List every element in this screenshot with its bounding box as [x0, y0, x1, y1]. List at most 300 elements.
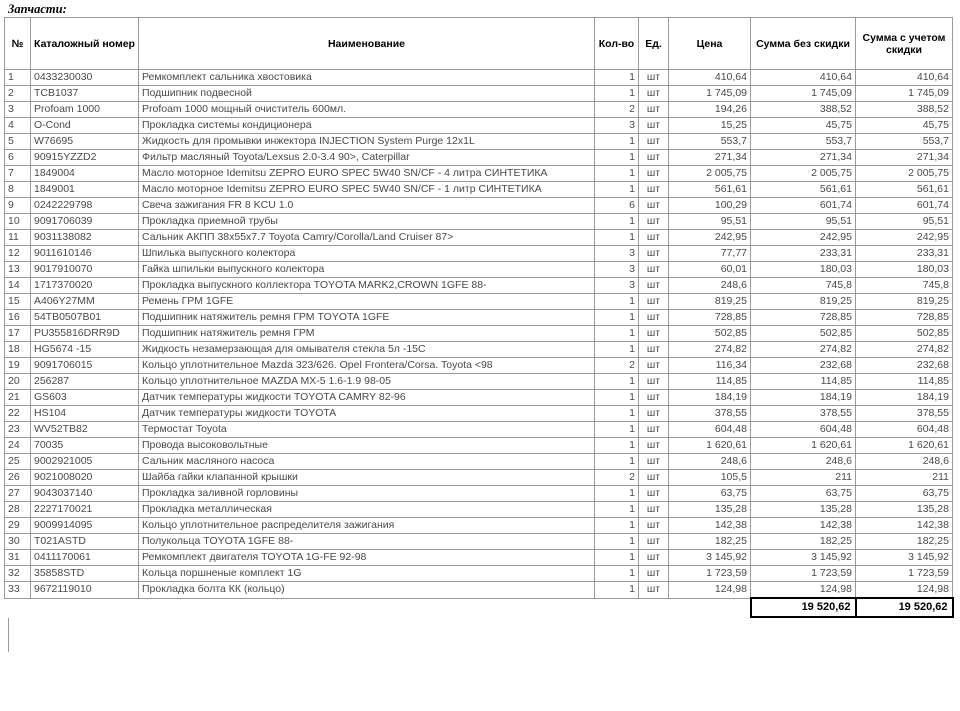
cell-unit: шт — [639, 438, 669, 454]
cell-price: 114,85 — [669, 374, 751, 390]
cell-price: 100,29 — [669, 198, 751, 214]
cell-row-number: 1 — [5, 70, 31, 86]
cell-sum-with-discount: 561,61 — [856, 182, 953, 198]
cell-catalog-number: 1849004 — [31, 166, 139, 182]
cell-catalog-number: 1717370020 — [31, 278, 139, 294]
cell-catalog-number: 54TB0507B01 — [31, 310, 139, 326]
cell-sum-with-discount: 728,85 — [856, 310, 953, 326]
cell-unit: шт — [639, 294, 669, 310]
cell-price: 271,34 — [669, 150, 751, 166]
cell-quantity: 1 — [595, 390, 639, 406]
table-row — [5, 550, 953, 566]
cell-sum-with-discount: 378,55 — [856, 406, 953, 422]
table-row — [5, 326, 953, 342]
cell-row-number: 33 — [5, 582, 31, 599]
cell-catalog-number: 9672119010 — [31, 582, 139, 599]
table-row — [5, 518, 953, 534]
cell-catalog-number: O-Cond — [31, 118, 139, 134]
cell-quantity: 2 — [595, 102, 639, 118]
table-row — [5, 390, 953, 406]
totals-spacer-catalog — [31, 598, 139, 617]
cell-part-name: Датчик температуры жидкости TOYOTA CAMRY 82-96 — [139, 390, 595, 406]
cell-sum-with-discount: 388,52 — [856, 102, 953, 118]
cell-sum-with-discount: 142,38 — [856, 518, 953, 534]
table-row — [5, 310, 953, 326]
cell-quantity: 1 — [595, 70, 639, 86]
cell-sum-no-discount: 2 005,75 — [751, 166, 856, 182]
cell-row-number: 10 — [5, 214, 31, 230]
cell-price: 63,75 — [669, 486, 751, 502]
cell-price: 124,98 — [669, 582, 751, 599]
cell-quantity: 3 — [595, 246, 639, 262]
cell-catalog-number: 9043037140 — [31, 486, 139, 502]
cell-sum-with-discount: 95,51 — [856, 214, 953, 230]
cell-row-number: 32 — [5, 566, 31, 582]
cell-sum-no-discount: 124,98 — [751, 582, 856, 599]
cell-price: 378,55 — [669, 406, 751, 422]
cell-part-name: Провода высоковольтные — [139, 438, 595, 454]
table-row — [5, 438, 953, 454]
cell-row-number: 3 — [5, 102, 31, 118]
table-row — [5, 278, 953, 294]
column-header-catalog-number: Каталожный номер — [31, 18, 139, 70]
cell-unit: шт — [639, 566, 669, 582]
cell-row-number: 30 — [5, 534, 31, 550]
cell-part-name: Шайба гайки клапанной крышки — [139, 470, 595, 486]
cell-part-name: Кольца поршненые комплект 1G — [139, 566, 595, 582]
cell-unit: шт — [639, 150, 669, 166]
cell-sum-with-discount: 182,25 — [856, 534, 953, 550]
cell-unit: шт — [639, 502, 669, 518]
cell-part-name: Прокладка болта КК (кольцо) — [139, 582, 595, 599]
cell-sum-no-discount: 1 620,61 — [751, 438, 856, 454]
cell-unit: шт — [639, 326, 669, 342]
cell-sum-no-discount: 45,75 — [751, 118, 856, 134]
cell-sum-with-discount: 135,28 — [856, 502, 953, 518]
cell-quantity: 6 — [595, 198, 639, 214]
cell-price: 116,34 — [669, 358, 751, 374]
cell-part-name: Масло моторное Idemitsu ZEPRO EURO SPEC 5W40 SN/CF - 4 литра СИНТЕТИКА — [139, 166, 595, 182]
cell-catalog-number: PU355816DRR9D — [31, 326, 139, 342]
cell-sum-with-discount: 114,85 — [856, 374, 953, 390]
cell-unit: шт — [639, 518, 669, 534]
cell-sum-no-discount: 502,85 — [751, 326, 856, 342]
column-header-quantity: Кол-во — [595, 18, 639, 70]
cell-sum-with-discount: 271,34 — [856, 150, 953, 166]
cell-sum-no-discount: 95,51 — [751, 214, 856, 230]
table-row — [5, 454, 953, 470]
table-row — [5, 422, 953, 438]
page-title: Запчасти: — [8, 2, 67, 16]
cell-sum-no-discount: 63,75 — [751, 486, 856, 502]
cell-quantity: 3 — [595, 118, 639, 134]
cell-part-name: Profoam 1000 мощный очиститель 600мл. — [139, 102, 595, 118]
cell-quantity: 1 — [595, 134, 639, 150]
cell-part-name: Подшипник подвесной — [139, 86, 595, 102]
cell-unit: шт — [639, 374, 669, 390]
cell-sum-no-discount: 135,28 — [751, 502, 856, 518]
cell-catalog-number: 9091706039 — [31, 214, 139, 230]
cell-sum-with-discount: 502,85 — [856, 326, 953, 342]
cell-sum-with-discount: 124,98 — [856, 582, 953, 599]
cell-catalog-number: 0411170061 — [31, 550, 139, 566]
totals-spacer-price — [669, 598, 751, 617]
cell-price: 182,25 — [669, 534, 751, 550]
cell-row-number: 27 — [5, 486, 31, 502]
cell-sum-no-discount: 242,95 — [751, 230, 856, 246]
column-header-sum-with-discount: Сумма с учетом скидки — [856, 18, 953, 70]
totals-row — [5, 598, 953, 617]
cell-row-number: 28 — [5, 502, 31, 518]
table-row — [5, 102, 953, 118]
cell-price: 502,85 — [669, 326, 751, 342]
cell-catalog-number: 0433230030 — [31, 70, 139, 86]
table-row — [5, 294, 953, 310]
cell-part-name: Прокладка приемной трубы — [139, 214, 595, 230]
table-row — [5, 166, 953, 182]
cell-unit: шт — [639, 582, 669, 599]
cell-catalog-number: 1849001 — [31, 182, 139, 198]
cell-unit: шт — [639, 470, 669, 486]
cell-row-number: 29 — [5, 518, 31, 534]
cell-row-number: 26 — [5, 470, 31, 486]
cell-unit: шт — [639, 550, 669, 566]
table-tail — [4, 618, 952, 654]
cell-part-name: Прокладка выпускного коллектора TOYOTA MARK2,CROWN 1GFE 88- — [139, 278, 595, 294]
cell-sum-no-discount: 142,38 — [751, 518, 856, 534]
cell-catalog-number: 70035 — [31, 438, 139, 454]
cell-price: 135,28 — [669, 502, 751, 518]
cell-row-number: 31 — [5, 550, 31, 566]
cell-quantity: 3 — [595, 262, 639, 278]
cell-sum-no-discount: 233,31 — [751, 246, 856, 262]
table-row — [5, 198, 953, 214]
column-header-unit: Ед. — [639, 18, 669, 70]
cell-catalog-number: 90915YZZD2 — [31, 150, 139, 166]
cell-unit: шт — [639, 454, 669, 470]
cell-price: 2 005,75 — [669, 166, 751, 182]
cell-sum-with-discount: 1 723,59 — [856, 566, 953, 582]
cell-unit: шт — [639, 310, 669, 326]
cell-catalog-number: Profoam 1000 — [31, 102, 139, 118]
cell-catalog-number: 9091706015 — [31, 358, 139, 374]
cell-sum-no-discount: 388,52 — [751, 102, 856, 118]
cell-part-name: Свеча зажигания FR 8 KCU 1.0 — [139, 198, 595, 214]
cell-quantity: 1 — [595, 326, 639, 342]
table-row — [5, 182, 953, 198]
cell-part-name: Прокладка металлическая — [139, 502, 595, 518]
cell-sum-with-discount: 410,64 — [856, 70, 953, 86]
cell-sum-with-discount: 184,19 — [856, 390, 953, 406]
cell-sum-no-discount: 248,6 — [751, 454, 856, 470]
cell-catalog-number: HS104 — [31, 406, 139, 422]
cell-quantity: 1 — [595, 486, 639, 502]
cell-row-number: 15 — [5, 294, 31, 310]
cell-sum-with-discount: 3 145,92 — [856, 550, 953, 566]
cell-part-name: Кольцо уплотнительное распределителя зажигания — [139, 518, 595, 534]
column-header-sum-no-discount: Сумма без скидки — [751, 18, 856, 70]
table-row — [5, 582, 953, 599]
cell-sum-no-discount: 3 145,92 — [751, 550, 856, 566]
cell-price: 1 620,61 — [669, 438, 751, 454]
cell-row-number: 24 — [5, 438, 31, 454]
cell-quantity: 1 — [595, 310, 639, 326]
cell-unit: шт — [639, 278, 669, 294]
cell-part-name: Масло моторное Idemitsu ZEPRO EURO SPEC 5W40 SN/CF - 1 литр СИНТЕТИКА — [139, 182, 595, 198]
table-footer — [5, 598, 953, 617]
cell-unit: шт — [639, 390, 669, 406]
table-header-row — [5, 18, 953, 70]
column-header-price: Цена — [669, 18, 751, 70]
cell-quantity: 1 — [595, 374, 639, 390]
cell-part-name: Подшипник натяжитель ремня ГРМ — [139, 326, 595, 342]
cell-quantity: 1 — [595, 214, 639, 230]
cell-price: 248,6 — [669, 278, 751, 294]
cell-quantity: 1 — [595, 230, 639, 246]
cell-sum-no-discount: 184,19 — [751, 390, 856, 406]
cell-catalog-number: 9002921005 — [31, 454, 139, 470]
cell-quantity: 1 — [595, 534, 639, 550]
cell-sum-with-discount: 45,75 — [856, 118, 953, 134]
cell-row-number: 25 — [5, 454, 31, 470]
cell-quantity: 1 — [595, 342, 639, 358]
cell-sum-with-discount: 819,25 — [856, 294, 953, 310]
table-row — [5, 566, 953, 582]
cell-part-name: Гайка шпильки выпускного колектора — [139, 262, 595, 278]
cell-price: 728,85 — [669, 310, 751, 326]
cell-part-name: Термостат Toyota — [139, 422, 595, 438]
cell-sum-no-discount: 271,34 — [751, 150, 856, 166]
cell-unit: шт — [639, 246, 669, 262]
cell-unit: шт — [639, 230, 669, 246]
cell-sum-with-discount: 248,6 — [856, 454, 953, 470]
cell-price: 15,25 — [669, 118, 751, 134]
cell-sum-no-discount: 182,25 — [751, 534, 856, 550]
table-body — [5, 70, 953, 599]
cell-price: 1 745,09 — [669, 86, 751, 102]
cell-quantity: 1 — [595, 86, 639, 102]
cell-price: 410,64 — [669, 70, 751, 86]
cell-price: 242,95 — [669, 230, 751, 246]
cell-sum-with-discount: 242,95 — [856, 230, 953, 246]
table-row — [5, 246, 953, 262]
cell-sum-with-discount: 2 005,75 — [856, 166, 953, 182]
table-row — [5, 86, 953, 102]
table-row — [5, 214, 953, 230]
cell-part-name: Прокладка системы кондиционера — [139, 118, 595, 134]
cell-row-number: 4 — [5, 118, 31, 134]
cell-quantity: 1 — [595, 550, 639, 566]
cell-row-number: 2 — [5, 86, 31, 102]
cell-part-name: Ремкомплект двигателя TOYOTA 1G-FE 92-98 — [139, 550, 595, 566]
table-row — [5, 406, 953, 422]
cell-part-name: Ремень ГРМ 1GFE — [139, 294, 595, 310]
cell-row-number: 14 — [5, 278, 31, 294]
cell-sum-with-discount: 232,68 — [856, 358, 953, 374]
table-row — [5, 70, 953, 86]
cell-sum-no-discount: 1 723,59 — [751, 566, 856, 582]
cell-part-name: Прокладка заливной горловины — [139, 486, 595, 502]
table-row — [5, 502, 953, 518]
cell-part-name: Датчик температуры жидкости TOYOTA — [139, 406, 595, 422]
cell-catalog-number: GS603 — [31, 390, 139, 406]
cell-price: 819,25 — [669, 294, 751, 310]
cell-sum-no-discount: 114,85 — [751, 374, 856, 390]
cell-unit: шт — [639, 102, 669, 118]
cell-catalog-number: 0242229798 — [31, 198, 139, 214]
cell-sum-with-discount: 601,74 — [856, 198, 953, 214]
cell-sum-with-discount: 63,75 — [856, 486, 953, 502]
cell-row-number: 9 — [5, 198, 31, 214]
cell-row-number: 13 — [5, 262, 31, 278]
cell-sum-no-discount: 728,85 — [751, 310, 856, 326]
table-row — [5, 230, 953, 246]
cell-sum-no-discount: 553,7 — [751, 134, 856, 150]
cell-sum-no-discount: 819,25 — [751, 294, 856, 310]
cell-price: 77,77 — [669, 246, 751, 262]
cell-price: 604,48 — [669, 422, 751, 438]
cell-row-number: 8 — [5, 182, 31, 198]
cell-quantity: 1 — [595, 150, 639, 166]
cell-row-number: 19 — [5, 358, 31, 374]
cell-unit: шт — [639, 182, 669, 198]
totals-spacer-unit — [639, 598, 669, 617]
cell-sum-with-discount: 180,03 — [856, 262, 953, 278]
cell-quantity: 1 — [595, 294, 639, 310]
cell-row-number: 6 — [5, 150, 31, 166]
table-row — [5, 134, 953, 150]
cell-quantity: 1 — [595, 182, 639, 198]
cell-sum-no-discount: 180,03 — [751, 262, 856, 278]
cell-price: 194,26 — [669, 102, 751, 118]
cell-price: 105,5 — [669, 470, 751, 486]
cell-sum-with-discount: 553,7 — [856, 134, 953, 150]
cell-row-number: 20 — [5, 374, 31, 390]
cell-quantity: 1 — [595, 502, 639, 518]
cell-row-number: 21 — [5, 390, 31, 406]
cell-sum-no-discount: 601,74 — [751, 198, 856, 214]
cell-part-name: Подшипник натяжитель ремня ГРМ TOYOTA 1GFE — [139, 310, 595, 326]
column-header-name: Наименование — [139, 18, 595, 70]
cell-quantity: 1 — [595, 518, 639, 534]
cell-part-name: Жидкость для промывки инжектора INJECTION System Purge 12x1L — [139, 134, 595, 150]
cell-catalog-number: W76695 — [31, 134, 139, 150]
cell-sum-no-discount: 561,61 — [751, 182, 856, 198]
cell-catalog-number: A406Y27MM — [31, 294, 139, 310]
total-sum-with-discount: 19 520,62 — [856, 598, 953, 617]
cell-catalog-number: T021ASTD — [31, 534, 139, 550]
cell-row-number: 22 — [5, 406, 31, 422]
cell-quantity: 1 — [595, 582, 639, 599]
table-header — [5, 18, 953, 70]
cell-sum-with-discount: 1 745,09 — [856, 86, 953, 102]
table-row — [5, 374, 953, 390]
cell-part-name: Ремкомплект сальника хвостовика — [139, 70, 595, 86]
cell-unit: шт — [639, 166, 669, 182]
cell-price: 60,01 — [669, 262, 751, 278]
cell-catalog-number: 35858STD — [31, 566, 139, 582]
cell-row-number: 11 — [5, 230, 31, 246]
cell-unit: шт — [639, 118, 669, 134]
cell-part-name: Сальник масляного насоса — [139, 454, 595, 470]
cell-catalog-number: WV52TB82 — [31, 422, 139, 438]
cell-unit: шт — [639, 214, 669, 230]
cell-sum-with-discount: 211 — [856, 470, 953, 486]
cell-quantity: 1 — [595, 166, 639, 182]
totals-spacer-qty — [595, 598, 639, 617]
cell-price: 274,82 — [669, 342, 751, 358]
table-row — [5, 534, 953, 550]
cell-unit: шт — [639, 358, 669, 374]
cell-unit: шт — [639, 70, 669, 86]
cell-unit: шт — [639, 86, 669, 102]
cell-sum-with-discount: 274,82 — [856, 342, 953, 358]
cell-row-number: 5 — [5, 134, 31, 150]
cell-price: 3 145,92 — [669, 550, 751, 566]
cell-quantity: 1 — [595, 454, 639, 470]
totals-spacer-number — [5, 598, 31, 617]
cell-price: 248,6 — [669, 454, 751, 470]
cell-quantity: 1 — [595, 406, 639, 422]
cell-row-number: 7 — [5, 166, 31, 182]
cell-catalog-number: 9021008020 — [31, 470, 139, 486]
cell-price: 553,7 — [669, 134, 751, 150]
cell-quantity: 1 — [595, 438, 639, 454]
cell-part-name: Фильтр масляный Toyota/Lexsus 2.0-3.4 90>, Caterpillar — [139, 150, 595, 166]
cell-unit: шт — [639, 422, 669, 438]
cell-sum-with-discount: 1 620,61 — [856, 438, 953, 454]
totals-spacer-name — [139, 598, 595, 617]
cell-catalog-number: 9031138082 — [31, 230, 139, 246]
cell-sum-no-discount: 274,82 — [751, 342, 856, 358]
cell-price: 184,19 — [669, 390, 751, 406]
cell-quantity: 2 — [595, 470, 639, 486]
cell-unit: шт — [639, 486, 669, 502]
cell-unit: шт — [639, 342, 669, 358]
cell-quantity: 1 — [595, 422, 639, 438]
cell-row-number: 12 — [5, 246, 31, 262]
cell-sum-with-discount: 604,48 — [856, 422, 953, 438]
cell-sum-no-discount: 604,48 — [751, 422, 856, 438]
table-row — [5, 262, 953, 278]
cell-unit: шт — [639, 406, 669, 422]
cell-sum-with-discount: 745,8 — [856, 278, 953, 294]
cell-part-name: Кольцо уплотнительное Mazda 323/626. Opel Frontera/Corsa. Toyota <98 — [139, 358, 595, 374]
cell-price: 561,61 — [669, 182, 751, 198]
table-row — [5, 118, 953, 134]
cell-row-number: 17 — [5, 326, 31, 342]
cell-row-number: 16 — [5, 310, 31, 326]
cell-sum-no-discount: 232,68 — [751, 358, 856, 374]
cell-catalog-number: 9011610146 — [31, 246, 139, 262]
cell-row-number: 18 — [5, 342, 31, 358]
cell-unit: шт — [639, 134, 669, 150]
table-row — [5, 470, 953, 486]
cell-sum-with-discount: 233,31 — [856, 246, 953, 262]
cell-part-name: Полукольца TOYOTA 1GFE 88- — [139, 534, 595, 550]
cell-quantity: 3 — [595, 278, 639, 294]
cell-sum-no-discount: 378,55 — [751, 406, 856, 422]
column-header-number: № — [5, 18, 31, 70]
table-row — [5, 358, 953, 374]
cell-sum-no-discount: 211 — [751, 470, 856, 486]
cell-part-name: Кольцо уплотнительное MAZDA MX-5 1.6-1.9 98-05 — [139, 374, 595, 390]
cell-catalog-number: HG5674 -15 — [31, 342, 139, 358]
cell-price: 142,38 — [669, 518, 751, 534]
cell-row-number: 23 — [5, 422, 31, 438]
cell-sum-no-discount: 745,8 — [751, 278, 856, 294]
cell-catalog-number: 9009914095 — [31, 518, 139, 534]
